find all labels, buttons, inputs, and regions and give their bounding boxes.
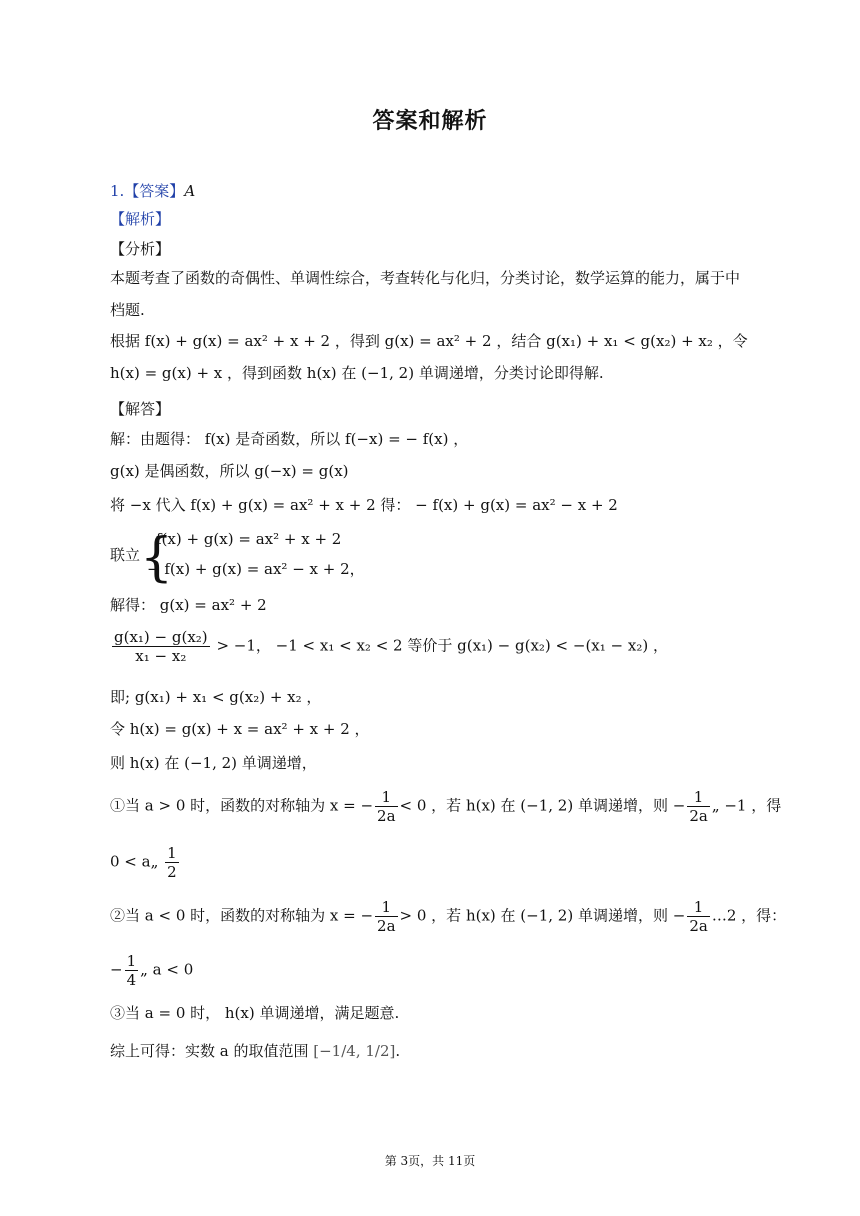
analysis-line-h: h(x) = g(x) + x ，得到函数 h(x) 在 (−1, 2) 单调递增，分类讨论即得解. xyxy=(110,364,604,382)
lianli-label: 联立 xyxy=(110,546,141,564)
solution-step-5: $\frac{\text{g(x₁) − g(x₂)}}{\text{x₁ − x₂}}$ > −1， −1 < x₁ < x₂ < 2 等价于 g(x₁) − g(x₂) < −(x₁ − x₂) ， xyxy=(114,628,668,665)
page-title: 答案和解析 xyxy=(372,108,488,134)
fenxi-label: 【分析】 xyxy=(110,240,171,258)
system-brace: { xyxy=(140,528,174,588)
solution-step-2: g(x) 是偶函数，所以 g(−x) = g(x) xyxy=(110,462,349,480)
case-1-result: 0 < a„ $\frac{1}{2}$ xyxy=(110,844,177,881)
solution-step-4: 解得： g(x) = ax² + 2 xyxy=(110,596,267,614)
system-equation-2: − f(x) + g(x) = ax² − x + 2， xyxy=(147,560,365,578)
fenxi-text: 本题考查了函数的奇偶性、单调性综合，考查转化与化归，分类讨论，数学运算的能力，属于中档题. xyxy=(110,269,741,319)
analysis-line-genju: 根据 f(x) + g(x) = ax² + x + 2 ，得到 g(x) = ax² + 2 ，结合 g(x₁) + x₁ < g(x₂) + x₂ ，令 xyxy=(110,332,748,350)
system-equation-1: f(x) + g(x) = ax² + x + 2 xyxy=(156,530,342,548)
conclusion: 综上可得：实数 a 的取值范围 [−1/4, 1/2]. xyxy=(110,1042,401,1060)
difference-quotient: $\frac{\text{g(x₁) − g(x₂)}}{\text{x₁ − x₂}}$ xyxy=(114,628,208,665)
solution-step-7: 令 h(x) = g(x) + x = ax² + x + 2 ， xyxy=(110,720,370,738)
solution-step-3: 将 −x 代入 f(x) + g(x) = ax² + x + 2 得： − f(x) + g(x) = ax² − x + 2 xyxy=(110,496,618,514)
answer-line xyxy=(110,180,195,202)
solution-step-1: 解：由题得： f(x) 是奇函数，所以 f(−x) = − f(x) ， xyxy=(110,430,469,448)
case-2: ②当 a < 0 时，函数的对称轴为 x = − $\frac{1}{2a}$ > 0 ，若 h(x) 在 (−1, 2) 单调递增，则 − $\frac{1}{2a}$ …2 ，得： xyxy=(110,898,787,935)
jieda-label: 【解答】 xyxy=(110,400,171,418)
solution-step-8: 则 h(x) 在 (−1, 2) 单调递增， xyxy=(110,754,317,772)
solution-step-6: 即; g(x₁) + x₁ < g(x₂) + x₂ ， xyxy=(110,688,322,706)
page-footer: 第 3页，共 11页 xyxy=(384,1154,476,1168)
answer-label: 1.【答案】 xyxy=(110,182,185,200)
analysis-label: 【解析】 xyxy=(110,210,171,228)
case-3: ③当 a = 0 时， h(x) 单调递增，满足题意. xyxy=(110,1004,400,1022)
case-1: ①当 a > 0 时，函数的对称轴为 x = − $\frac{1}{2a}$ < 0 ，若 h(x) 在 (−1, 2) 单调递增，则 − $\frac{1}{2a}$ „ −1 ，得 xyxy=(110,788,782,825)
case-2-result: − $\frac{1}{4}$ „ a < 0 xyxy=(110,952,194,989)
range-interval: [−1/4, 1/2] xyxy=(313,1042,396,1060)
answer-value: A xyxy=(184,182,196,200)
